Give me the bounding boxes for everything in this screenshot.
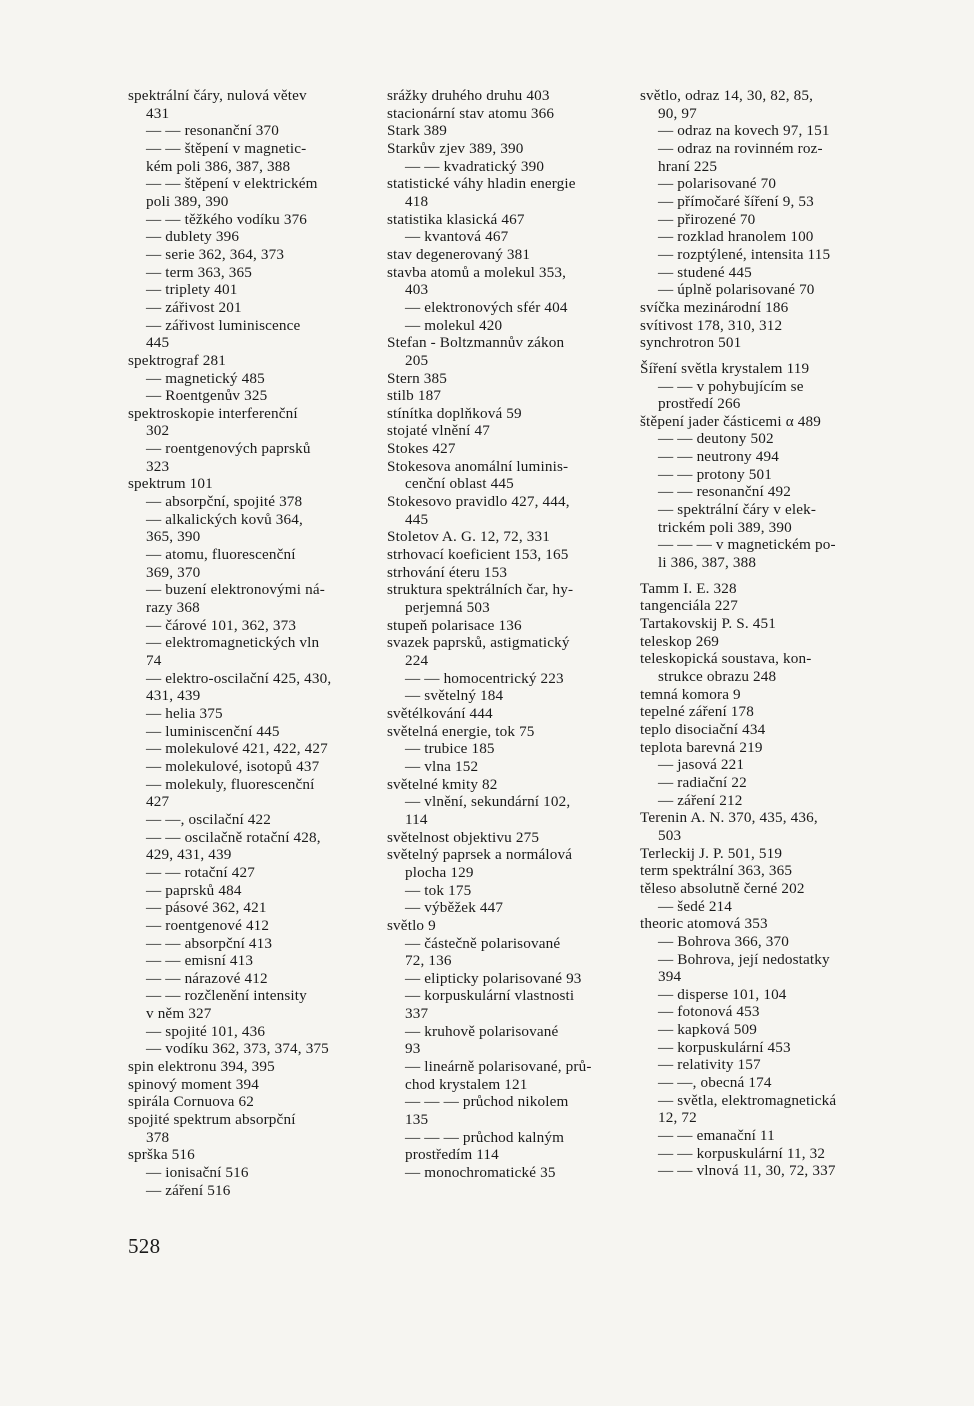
index-entry: — úplně polarisované 70	[658, 281, 815, 299]
index-entry: — — — v magnetickém po-	[658, 536, 836, 554]
index-entry: — — homocentrický 223	[405, 669, 564, 687]
index-entry: — záření 212	[658, 791, 743, 809]
index-entry: spirála Cornuova 62	[128, 1093, 255, 1111]
index-entry: — trubice 185	[405, 740, 495, 758]
index-entry: světlo, odraz 14, 30, 82, 85,	[640, 87, 814, 104]
index-entry: — —, obecná 174	[658, 1074, 772, 1092]
index-entry: — Roentgenův 325	[146, 387, 268, 405]
index-entry: 74	[146, 652, 162, 669]
index-entry: Stokesovo pravidlo 427, 444,	[387, 493, 570, 511]
index-entry: prostředí 266	[658, 395, 741, 413]
index-column-middle	[387, 87, 633, 1182]
index-entry: světelná energie, tok 75	[387, 722, 535, 740]
index-entry: — — vlnová 11, 30, 72, 337	[658, 1162, 836, 1180]
index-entry: — elektronových sfér 404	[405, 298, 568, 316]
index-entry: — — těžkého vodíku 376	[146, 210, 308, 228]
index-entry: — — protony 501	[658, 465, 773, 483]
index-entry: — — deutony 502	[658, 430, 774, 448]
index-entry: strhování éteru 153	[387, 563, 508, 581]
index-entry: — term 363, 365	[146, 263, 253, 281]
index-entry: Stoletov A. G. 12, 72, 331	[387, 528, 550, 546]
index-entry: — rozptýlené, intensita 115	[658, 245, 831, 263]
index-entry: světelnost objektivu 275	[387, 828, 540, 846]
index-entry: plocha 129	[405, 863, 474, 881]
index-entry: cenční oblast 445	[405, 475, 514, 493]
index-entry: — serie 362, 364, 373	[146, 245, 285, 263]
index-entry: 224	[405, 652, 429, 669]
index-entry: — — resonanční 370	[146, 122, 280, 140]
index-entry: spektrograf 281	[128, 351, 226, 369]
index-entry: — — rozčlenění intensity	[146, 987, 307, 1005]
index-entry: — elipticky polarisované 93	[405, 969, 582, 987]
index-entry: v něm 327	[146, 1005, 212, 1023]
index-entry: — — — průchod kalným	[405, 1128, 565, 1146]
index-entry: — roentgenové 412	[146, 916, 270, 934]
index-entry: 445	[405, 510, 429, 528]
index-entry: stavba atomů a molekul 353,	[387, 263, 567, 281]
index-entry: — jasová 221	[658, 756, 745, 774]
index-entry: term spektrální 363, 365	[640, 862, 793, 880]
index-entry: 337	[405, 1005, 429, 1023]
index-entry: teleskopická soustava, kon-	[640, 650, 812, 668]
index-entry: Šíření světla krystalem 119	[640, 359, 810, 377]
index-entry: tangenciála 227	[640, 597, 738, 615]
index-entry: — kruhově polarisované	[405, 1022, 559, 1040]
index-entry: — pásové 362, 421	[146, 899, 267, 917]
index-entry: svíčka mezinárodní 186	[640, 298, 789, 316]
index-entry: hraní 225	[658, 157, 718, 175]
index-entry: — kapková 509	[658, 1021, 757, 1039]
index-entry: — zářivost luminiscence	[146, 316, 301, 334]
index-entry: — molekulové 421, 422, 427	[146, 740, 328, 758]
index-entry: Tamm I. E. 328	[640, 579, 737, 597]
index-entry: 403	[405, 281, 429, 299]
index-entry: razy 368	[146, 599, 200, 617]
index-entry: 323	[146, 457, 170, 475]
index-entry: — částečně polarisované	[405, 934, 561, 952]
page-number: 528	[128, 1234, 161, 1258]
index-entry: spektroskopie interferenční	[128, 404, 298, 422]
index-entry: — elektro-oscilační 425, 430,	[146, 669, 332, 687]
index-entry: — světelný 184	[405, 687, 504, 705]
index-entry: 431	[146, 104, 170, 122]
index-entry: — alkalických kovů 364,	[146, 510, 303, 528]
index-entry: — —, oscilační 422	[146, 810, 272, 828]
index-entry: — — rotační 427	[146, 863, 255, 881]
index-entry: — luminiscenční 445	[146, 722, 280, 740]
index-entry: — molekulové, isotopů 437	[146, 757, 320, 775]
index-entry: 302	[146, 422, 170, 440]
index-entry: — — nárazové 412	[146, 969, 268, 987]
index-entry: — radiační 22	[658, 773, 747, 791]
index-entry: spin elektronu 394, 395	[128, 1058, 275, 1076]
index-entry: — ionisační 516	[146, 1164, 249, 1182]
index-entry: sprška 516	[128, 1146, 195, 1164]
index-entry: Stokes 427	[387, 440, 456, 458]
index-entry: Stefan - Boltzmannův zákon	[387, 334, 565, 352]
index-entry: — studené 445	[658, 263, 752, 281]
index-entry: — — emisní 413	[146, 952, 254, 970]
index-entry: — korpuskulární 453	[658, 1038, 791, 1056]
index-entry: — buzení elektronovými ná-	[146, 581, 325, 599]
index-entry: — molekuly, fluorescenční	[146, 775, 315, 793]
index-entry: světelné kmity 82	[387, 775, 498, 793]
index-entry: 90, 97	[658, 104, 697, 122]
index-entry: 114	[405, 810, 428, 828]
index-entry: statistické váhy hladin energie	[387, 175, 576, 193]
index-entry: stojaté vlnění 47	[387, 422, 490, 440]
index-entry: teplota barevná 219	[640, 738, 763, 756]
index-column-left	[128, 87, 378, 1199]
index-entry: — fotonová 453	[658, 1003, 760, 1021]
index-entry: Stokesova anomální luminis-	[387, 457, 569, 475]
index-entry: — spojité 101, 436	[146, 1022, 266, 1040]
index-entry: 427	[146, 793, 170, 811]
index-entry: — — absorpční 413	[146, 934, 273, 952]
index-entry: chod krystalem 121	[405, 1075, 528, 1093]
index-entry: — korpuskulární vlastnosti	[405, 987, 575, 1005]
index-entry: 12, 72	[658, 1109, 697, 1127]
index-entry: — magnetický 485	[146, 369, 265, 387]
index-entry: spojité spektrum absorpční	[128, 1111, 296, 1129]
index-entry: prostředím 114	[405, 1146, 499, 1164]
index-entry: spektrální čáry, nulová větev	[128, 87, 307, 104]
index-entry: 418	[405, 192, 429, 210]
index-entry: li 386, 387, 388	[658, 554, 757, 572]
index-entry: stupeň polarisace 136	[387, 616, 522, 634]
index-entry: — molekul 420	[405, 316, 503, 334]
index-entry: — přímočaré šíření 9, 53	[658, 192, 814, 210]
index-entry: — výběžek 447	[405, 899, 504, 917]
index-entry: — spektrální čáry v elek-	[658, 501, 817, 519]
index-entry: světelný paprsek a normálová	[387, 846, 573, 864]
index-entry: kém poli 386, 387, 388	[146, 157, 291, 175]
index-entry: 72, 136	[405, 952, 452, 970]
index-entry: — lineárně polarisované, prů-	[405, 1058, 592, 1076]
index-entry: Terleckij J. P. 501, 519	[640, 844, 783, 862]
index-entry: — kvantová 467	[405, 228, 509, 246]
index-entry: trickém poli 389, 390	[658, 518, 792, 536]
index-entry: — — štěpení v elektrickém	[146, 175, 318, 193]
index-entry: 369, 370	[146, 563, 201, 581]
index-entry: — — štěpení v magnetic-	[146, 139, 307, 157]
index-entry: — relativity 157	[658, 1056, 761, 1074]
index-entry: Tartakovskij P. S. 451	[640, 615, 776, 633]
index-entry: statistika klasická 467	[387, 210, 525, 228]
index-entry: strhovací koeficient 153, 165	[387, 546, 569, 564]
index-entry: — triplety 401	[146, 281, 238, 299]
index-entry: srážky druhého druhu 403	[387, 87, 550, 104]
index-entry: — přirozené 70	[658, 210, 756, 228]
index-entry: — šedé 214	[658, 897, 733, 915]
index-entry: — atomu, fluorescenční	[146, 546, 296, 564]
index-entry: 365, 390	[146, 528, 201, 546]
index-entry: — — kvadratický 390	[405, 157, 545, 175]
index-entry: struktura spektrálních čar, hy-	[387, 581, 574, 599]
index-entry: — disperse 101, 104	[658, 985, 787, 1003]
index-entry: — paprsků 484	[146, 881, 242, 899]
index-entry: 93	[405, 1040, 421, 1058]
index-entry: — roentgenových paprsků	[146, 440, 311, 458]
index-entry: 394	[658, 968, 682, 986]
index-entry: Starkův zjev 389, 390	[387, 139, 524, 157]
index-entry: tepelné záření 178	[640, 703, 755, 721]
index-entry: stínítka doplňková 59	[387, 404, 522, 422]
index-entry: — — v pohybujícím se	[658, 377, 804, 395]
index-entry: Stark 389	[387, 122, 447, 140]
index-entry: — — oscilačně rotační 428,	[146, 828, 321, 846]
index-entry: 205	[405, 351, 429, 369]
index-entry: 429, 431, 439	[146, 846, 232, 864]
index-entry: — odraz na kovech 97, 151	[658, 122, 830, 140]
index-entry: — — neutrony 494	[658, 448, 779, 466]
index-entry: — — emanační 11	[658, 1127, 775, 1145]
index-entry: — vlnění, sekundární 102,	[405, 793, 571, 811]
index-entry: 378	[146, 1128, 170, 1146]
index-entry: 431, 439	[146, 687, 201, 705]
index-entry: — rozklad hranolem 100	[658, 228, 814, 246]
index-entry: — tok 175	[405, 881, 472, 899]
index-entry: — zářivost 201	[146, 298, 242, 316]
index-entry: — dublety 396	[146, 228, 240, 246]
index-entry: synchrotron 501	[640, 334, 742, 352]
index-entry: theoric atomová 353	[640, 915, 768, 933]
index-entry: — absorpční, spojité 378	[146, 493, 303, 511]
index-entry: spektrum 101	[128, 475, 213, 493]
index-column-right	[640, 87, 888, 1180]
index-entry: — vlna 152	[405, 757, 479, 775]
index-entry: — odraz na rovinném roz-	[658, 139, 823, 157]
index-entry: teplo disociační 434	[640, 720, 766, 738]
index-entry: — Bohrova 366, 370	[658, 932, 789, 950]
index-entry: světélkování 444	[387, 704, 493, 722]
index-entry: — záření 516	[146, 1181, 231, 1199]
index-entry: — vodíku 362, 373, 374, 375	[146, 1040, 329, 1058]
index-entry: strukce obrazu 248	[658, 668, 777, 685]
index-entry: stacionární stav atomu 366	[387, 104, 555, 122]
index-entry: — — resonanční 492	[658, 483, 792, 501]
index-entry: spinový moment 394	[128, 1075, 259, 1093]
index-entry: svítivost 178, 310, 312	[640, 316, 783, 334]
index-entry: svazek paprsků, astigmatický	[387, 634, 570, 652]
index-entry: — čárové 101, 362, 373	[146, 616, 297, 634]
index-entry: Terenin A. N. 370, 435, 436,	[640, 809, 818, 827]
index-entry: — helia 375	[146, 704, 223, 722]
index-entry: stilb 187	[387, 387, 442, 405]
index-entry: štěpení jader částicemi α 489	[640, 412, 821, 430]
index-entry: — — korpuskulární 11, 32	[658, 1144, 826, 1162]
index-entry: — elektromagnetických vln	[146, 634, 320, 652]
index-entry: stav degenerovaný 381	[387, 245, 531, 263]
index-entry: 135	[405, 1111, 429, 1129]
index-entry: Stern 385	[387, 369, 447, 387]
index-entry: — Bohrova, její nedostatky	[658, 950, 830, 968]
index-entry: těleso absolutně černé 202	[640, 879, 805, 897]
index-entry: perjemná 503	[405, 599, 490, 617]
index-entry: temná komora 9	[640, 685, 741, 703]
index-entry: 503	[658, 826, 682, 844]
index-entry: — světla, elektromagnetická	[658, 1091, 837, 1109]
index-entry: teleskop 269	[640, 632, 719, 650]
index-entry: — — — průchod nikolem	[405, 1093, 569, 1111]
index-entry: — polarisované 70	[658, 175, 777, 193]
index-entry: poli 389, 390	[146, 192, 229, 210]
index-entry: — monochromatické 35	[405, 1164, 556, 1182]
index-entry: světlo 9	[387, 916, 436, 934]
index-entry: 445	[146, 334, 170, 352]
